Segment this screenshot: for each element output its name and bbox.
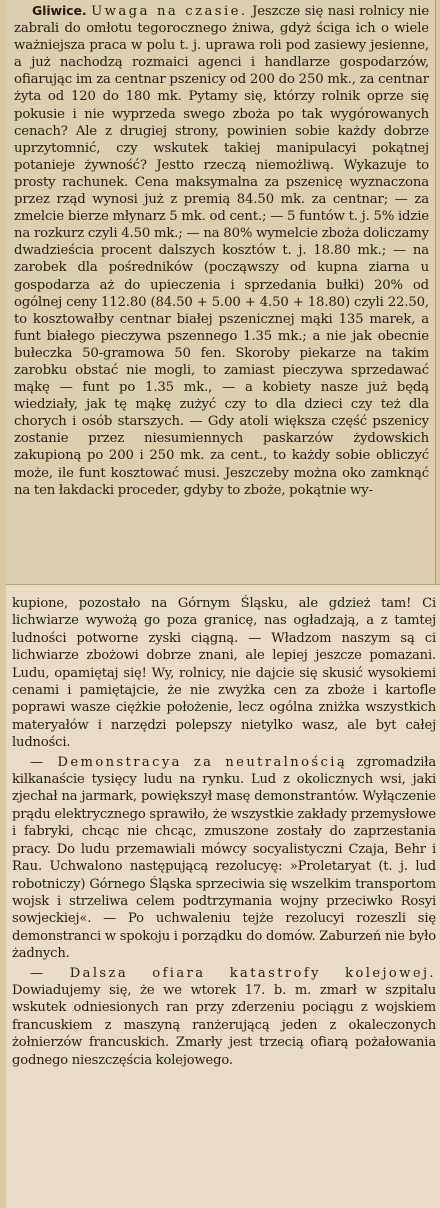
article-railway-victim — [12, 965, 436, 1069]
article-gliwice — [14, 2, 429, 499]
railway-body: Dowiadujemy się, że we wtorek 17. b. m. zmarł w szpitalu wskutek odniesionych ran przy zderzeniu pociągu z wojskiem francuskiem z maszyną ranżerującą jeden z okaleczonych żołnierzów francuskich. Zmarły jest trzecią ofiarą pożałowania godnego nieszczęścia kolejowego. — [12, 982, 436, 1068]
article-continuation: kupione, pozostało na Górnym Śląsku, ale gdzież tam! Ci lichwiarze wywożą go poza granicę, nas ogładzają, a z tamtej ludności potworne zyski ciągną. — Władzom naszym są ci lichwiarze zbożowi dobrze znani, ale lepiej jeszcze pomazani. Ludu, opamiętaj się! Wy, rolnicy, nie dajcie się skusić wysokiemi cenami i pamiętajcie, że nie zwyżka cen za zboże i kartofle poprawi wasze ciężkie położenie, lecz ogólna zniżka wszystkich materyałów i narzędzi polepszy nietylko wasz, ale byt całej ludności. — [12, 596, 436, 751]
demonstration-heading: — Demonstracya za neutralnością — [30, 754, 348, 770]
article-location: Gliwice. — [32, 3, 87, 18]
clipping-top — [6, 0, 436, 584]
article-demonstration — [12, 754, 436, 963]
article-heading: Uwaga na czasie. — [91, 4, 248, 19]
clipping-bottom — [6, 584, 440, 1208]
railway-heading: — Dalsza ofiara katastrofy kolejowej. — [30, 965, 436, 981]
demonstration-body: zgromadziła kilkanaście tysięcy ludu na rynku. Lud z okolicznych wsi, jaki zjechał na jarmark, powiększył masę demonstrantów. Wyłączenie prądu elektrycznego sprawiło, że wszystkie zakłady przemysłowe i fabryki, chcąc nie chcąc, zmuszone zostały do zaprzestania pracy. Do ludu przemawiali mówcy socyalistyczni Czaja, Behr i Rau. Uchwalono następującą rezolucyę: »Proletaryat (t. j. lud robotniczy) Górnego Śląska sprzeciwia się wszelkim transportom wojsk i strzeliwa celem podtrzymania wojny przeciwko Rosyi sowjeckiej«. — Po uchwaleniu tejże rezolucyi rozeszli się demonstranci w spokoju i porządku do domów. Zaburzeń nie było żadnych. — [12, 754, 437, 962]
article-body: Jeszcze się nasi rolnicy nie zabrali do omłotu tegorocznego żniwa, gdyż ściga ich o wiele ważniejsza praca w polu t. j. uprawa roli pod zasiewy jesienne, a już nachodzą rozmaici agenci i handlarze gospodarzów, ofiarując im za centnar pszenicy od 200 do 250 mk., za centnar żyta od 120 do 180 mk. Pytamy się, którzy rolnik oprze się pokusie i nie wyprzeda swego zboża po tak wygórowanych cenach? Ale z drugiej strony, powinien sobie każdy dobrze uprzytomnić, czy wskutek takiej manipulacyi pokątnej potanieje żywność? Jestto rzeczą niemożliwą. Wykazuje to prosty rachunek. Cena maksymalna za pszenicę wyznaczona przez rząd wynosi już z premią 84.50 mk. za centnar; — za zmelcie bierze młynarz 5 mk. od cent.; — 5 funtów t. j. 5% idzie na rozkurz czyli 4.50 mk.; — na 80% wymelcie zboża doliczamy dwadzieścia procent dalszych kosztów t. j. 18.80 mk.; — na zarobek dla pośredników (począwszy od kupna ziarna u gospodarza aż do upieczenia i sprzedania bułki) 20% od ogólnej ceny 112.80 (84.50 + 5.00 + 4.50 + 18.80) czyli 22.50, to kosztowałby centnar białej pszenicznej mąki 135 marek, a funt białego pieczywa pszennego 1.35 mk.; a nie jak obecnie bułeczka 50-gramowa 50 fen. Skoroby piekarze na takim zarobku obstać nie mogli, to zamiast pieczywa sprzedawać mąkę — funt po 1.35 mk., — a kobiety nasze już będą wiedziały, jak tę mąkę zużyć czy to dla dzieci czy też dla chorych i osób starszych. — Gdy atoli większa część pszenicy zostanie przez niesumiennych paskarzów żydowskich zakupioną po 200 i 250 mk. za cent., to każdy sobie obliczyć może, ile funt kosztować musi. Jeszczeby można oko zamknąć na ten łakdacki proceder, gdyby to zboże, pokątnie wy- — [14, 4, 430, 498]
